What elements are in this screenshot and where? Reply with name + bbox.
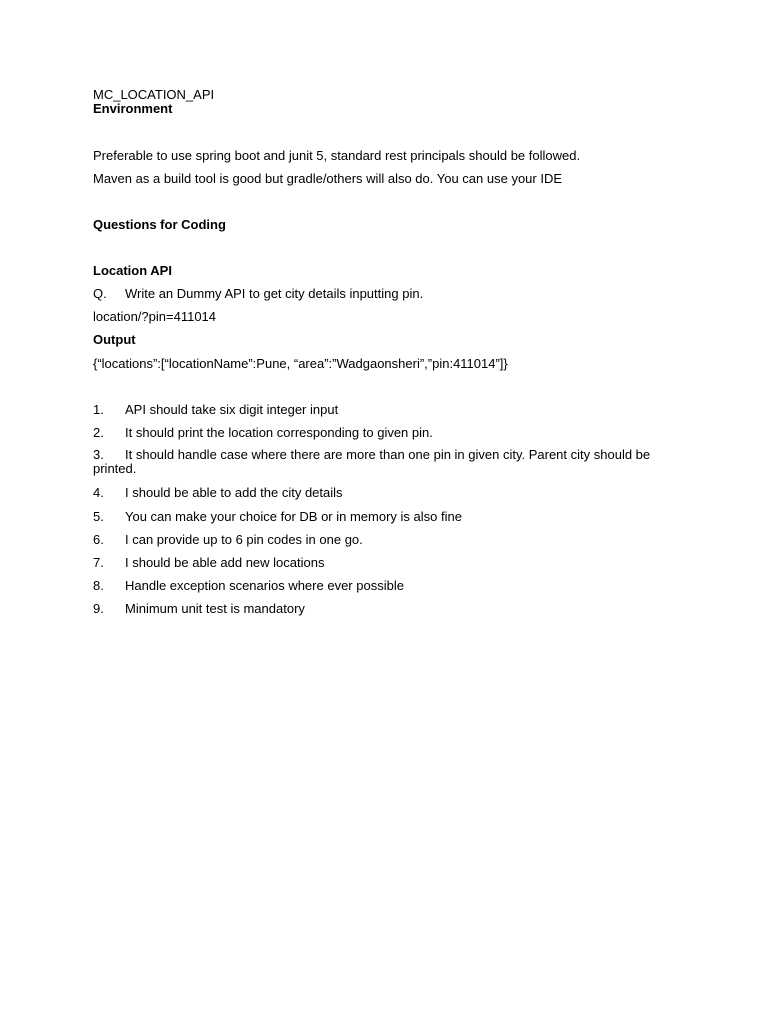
list-item: [93, 425, 433, 440]
list-item: [93, 601, 305, 616]
question-line: [93, 286, 423, 301]
list-item-text: I can provide up to 6 pin codes in one go.: [125, 532, 363, 547]
list-item: [93, 509, 462, 524]
list-item-text: It should handle case where there are more than one pin in given city. Parent city should be printed.: [93, 447, 651, 476]
questions-heading: Questions for Coding: [93, 217, 226, 232]
environment-line-2: Maven as a build tool is good but gradle/others will also do. You can use your IDE: [93, 171, 563, 186]
list-item-number: 5.: [93, 509, 104, 524]
list-item: [93, 485, 343, 500]
list-item-number: 9.: [93, 601, 104, 616]
list-item-text: API should take six digit integer input: [125, 402, 339, 417]
list-item-text: I should be able add new locations: [125, 555, 325, 570]
list-item-number: 6.: [93, 532, 104, 547]
list-item: [93, 555, 324, 570]
list-item-text: You can make your choice for DB or in memory is also fine: [125, 509, 462, 524]
list-item: [93, 532, 363, 547]
list-item-number: 4.: [93, 485, 104, 500]
list-item-number: 8.: [93, 578, 104, 593]
list-item-text: Minimum unit test is mandatory: [125, 601, 305, 616]
list-item-text: Handle exception scenarios where ever possible: [125, 578, 404, 593]
list-item: [93, 448, 673, 476]
question-text: Write an Dummy API to get city details inputting pin.: [125, 286, 424, 301]
list-item-text: It should print the location corresponding to given pin.: [125, 425, 433, 440]
list-item-text: I should be able to add the city details: [125, 485, 343, 500]
endpoint-text: location/?pin=411014: [93, 309, 217, 324]
environment-heading: Environment: [93, 101, 173, 116]
output-json: {“locations”:[“locationName”:Pune, “area”:”Wadgaonsheri”,”pin:411014”]}: [93, 356, 508, 371]
environment-line-1: Preferable to use spring boot and junit 5, standard rest principals should be followed.: [93, 148, 581, 163]
output-heading: Output: [93, 332, 136, 347]
document-title: MC_LOCATION_API: [93, 87, 215, 102]
question-label: Q.: [93, 286, 107, 301]
list-item-number: 2.: [93, 425, 104, 440]
list-item-number: 3.: [93, 447, 104, 462]
list-item-number: 7.: [93, 555, 104, 570]
list-item-number: 1.: [93, 402, 104, 417]
list-item: [93, 402, 338, 417]
list-item: [93, 578, 404, 593]
location-api-heading: Location API: [93, 263, 172, 278]
